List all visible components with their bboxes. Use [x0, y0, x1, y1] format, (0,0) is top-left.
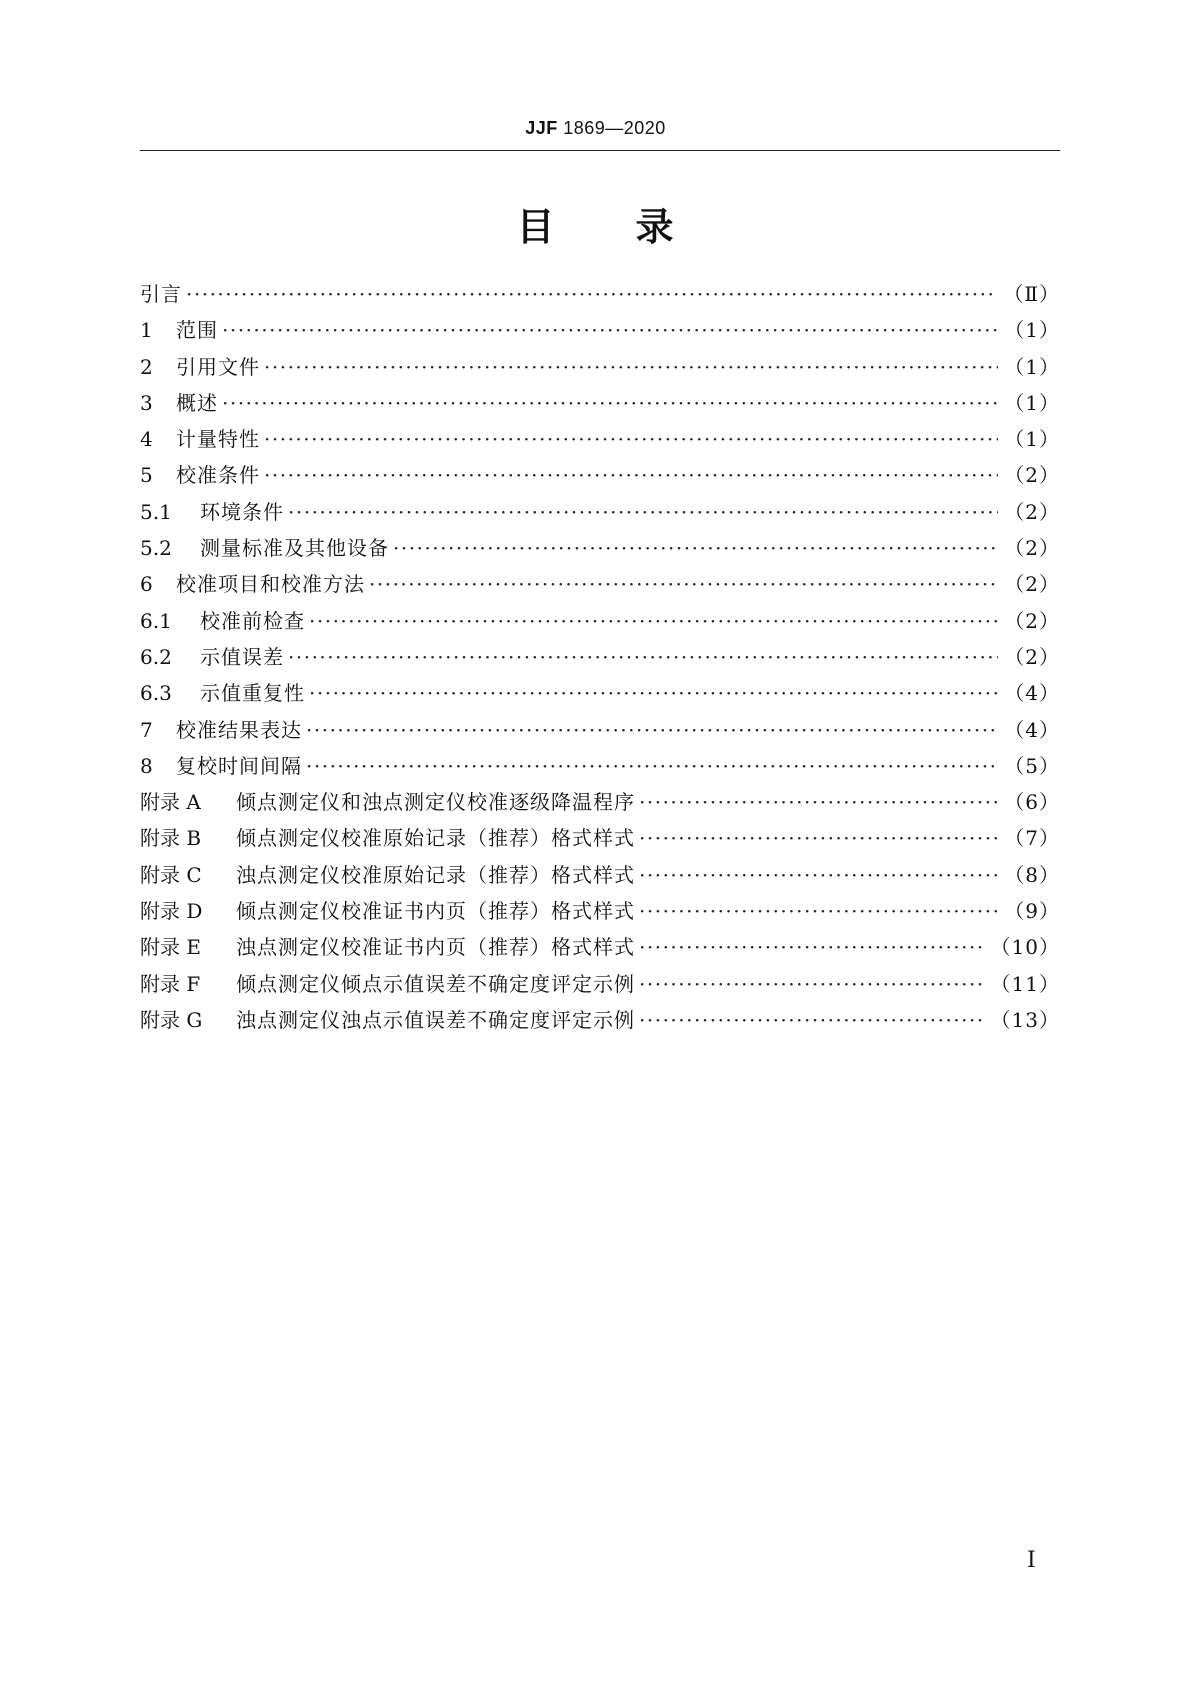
- toc-entry-number: 6.1: [140, 608, 172, 633]
- toc-entry[interactable]: [140, 385, 1060, 421]
- running-header: [0, 118, 1191, 139]
- toc-entry-page: （9）: [1004, 899, 1060, 924]
- toc-entry[interactable]: [140, 421, 1060, 457]
- toc-entry-page: （4）: [1004, 681, 1060, 706]
- toc-entry-number: 5.2: [140, 536, 172, 561]
- toc-entry[interactable]: [140, 929, 1060, 965]
- toc-entry[interactable]: [140, 712, 1060, 748]
- toc-entry-page: （1）: [1004, 354, 1060, 379]
- toc-entry-number: 6: [140, 572, 153, 597]
- toc-entry-number: 附录 C: [140, 862, 202, 887]
- toc-dot-leader: [222, 385, 998, 421]
- toc-entry[interactable]: [140, 312, 1060, 348]
- toc-entry-title: 引言: [140, 282, 182, 306]
- toc-entry-title: 倾点测定仪校准原始记录（推荐）格式样式: [236, 826, 635, 851]
- toc-entry-number: 附录 E: [140, 935, 201, 960]
- toc-entry-page: （1）: [1004, 427, 1060, 452]
- toc-entry-title: 测量标准及其他设备: [200, 536, 389, 561]
- toc-entry-number: 5.1: [140, 499, 172, 524]
- toc-entry-page: （2）: [1004, 608, 1060, 633]
- toc-entry-title: 引用文件: [176, 354, 260, 379]
- toc-entry-page: （1）: [1004, 390, 1060, 415]
- toc-entry-page: （1）: [1004, 318, 1060, 343]
- toc-entry[interactable]: [140, 603, 1060, 639]
- toc-entry[interactable]: [140, 349, 1060, 385]
- toc-entry-number: 附录 F: [140, 971, 201, 996]
- toc-entry-number: 5: [140, 463, 153, 488]
- page-number: Ⅰ: [1027, 1548, 1036, 1573]
- toc-entry-title: 范围: [176, 318, 218, 343]
- toc-entry[interactable]: [140, 457, 1060, 493]
- toc-dot-leader: [288, 639, 998, 675]
- toc-dot-leader: [639, 929, 985, 965]
- toc-entry-title: 校准结果表达: [176, 717, 302, 742]
- toc-entry-page: （7）: [1004, 826, 1060, 851]
- toc-entry-page: （2）: [1004, 499, 1060, 524]
- toc-entry-page: （4）: [1004, 717, 1060, 742]
- toc-entry-number: 1: [140, 318, 153, 343]
- toc-entry[interactable]: [140, 530, 1060, 566]
- toc-dot-leader: [264, 457, 998, 493]
- toc-entry-page: （11）: [990, 971, 1060, 996]
- toc-entry-title: 倾点测定仪倾点示值误差不确定度评定示例: [236, 971, 635, 996]
- toc-entry-title: 校准前检查: [200, 608, 305, 633]
- toc-dot-leader: [306, 712, 998, 748]
- toc-entry-page: （6）: [1004, 790, 1060, 815]
- toc-entry[interactable]: [140, 857, 1060, 893]
- toc-entry-number: 附录 D: [140, 899, 203, 924]
- toc-dot-leader: [309, 675, 998, 711]
- toc-entry[interactable]: [140, 748, 1060, 784]
- toc-dot-leader: [639, 857, 998, 893]
- toc-dot-leader: [264, 421, 998, 457]
- standard-code-prefix: JJF: [525, 118, 558, 138]
- toc-entry-title: 复校时间间隔: [176, 753, 302, 778]
- toc-entry-number: 2: [140, 354, 153, 379]
- toc-entry-title: 校准条件: [176, 463, 260, 488]
- toc-entry-number: 附录 B: [140, 826, 202, 851]
- toc-dot-leader: [186, 276, 997, 312]
- toc-entry-number: 附录 G: [140, 1007, 203, 1032]
- toc-dot-leader: [393, 530, 998, 566]
- toc-entry-page: （2）: [1004, 572, 1060, 597]
- toc-entry[interactable]: [140, 820, 1060, 856]
- toc-entry[interactable]: [140, 1002, 1060, 1038]
- page-title: [0, 196, 1191, 251]
- toc-entry[interactable]: [140, 675, 1060, 711]
- page-title-left: 目: [516, 205, 556, 249]
- toc-entry-number: 3: [140, 390, 153, 415]
- toc-dot-leader: [222, 312, 998, 348]
- toc-entry-page: （5）: [1004, 753, 1060, 778]
- toc-entry[interactable]: [140, 494, 1060, 530]
- toc-dot-leader: [288, 494, 998, 530]
- toc-entry-page: （2）: [1004, 644, 1060, 669]
- toc-entry-title: 概述: [176, 390, 218, 415]
- toc-entry-title: 浊点测定仪校准原始记录（推荐）格式样式: [236, 862, 635, 887]
- toc-entry-number: 附录 A: [140, 790, 201, 815]
- toc-entry-number: 4: [140, 427, 153, 452]
- toc-entry-title: 浊点测定仪浊点示值误差不确定度评定示例: [236, 1007, 635, 1032]
- toc-entry-page: （Ⅱ）: [1003, 282, 1060, 306]
- toc-entry-number: 8: [140, 753, 153, 778]
- toc-dot-leader: [369, 566, 998, 602]
- table-of-contents: [140, 276, 1060, 1038]
- toc-entry[interactable]: [140, 639, 1060, 675]
- toc-entry-page: （2）: [1004, 463, 1060, 488]
- toc-entry[interactable]: [140, 276, 1060, 312]
- toc-entry-number: 6.3: [140, 681, 172, 706]
- toc-entry-title: 倾点测定仪校准证书内页（推荐）格式样式: [236, 899, 635, 924]
- toc-dot-leader: [264, 349, 998, 385]
- toc-dot-leader: [309, 603, 998, 639]
- toc-entry-page: （8）: [1004, 862, 1060, 887]
- toc-entry-title: 计量特性: [176, 427, 260, 452]
- toc-dot-leader: [639, 784, 998, 820]
- toc-entry-title: 浊点测定仪校准证书内页（推荐）格式样式: [236, 935, 635, 960]
- toc-dot-leader: [639, 820, 998, 856]
- standard-code-number: 1869—2020: [557, 118, 666, 138]
- toc-entry-title: 示值重复性: [200, 681, 305, 706]
- toc-dot-leader: [306, 748, 998, 784]
- toc-entry-title: 校准项目和校准方法: [176, 572, 365, 597]
- toc-entry-page: （2）: [1004, 536, 1060, 561]
- toc-dot-leader: [639, 966, 985, 1002]
- toc-entry-number: 6.2: [140, 644, 172, 669]
- toc-entry[interactable]: [140, 893, 1060, 929]
- toc-entry[interactable]: [140, 784, 1060, 820]
- page-title-right: 录: [635, 205, 675, 249]
- toc-entry-title: 环境条件: [200, 499, 284, 524]
- toc-entry-title: 示值误差: [200, 644, 284, 669]
- toc-entry-page: （13）: [990, 1007, 1060, 1032]
- toc-entry-page: （10）: [990, 935, 1060, 960]
- toc-entry[interactable]: [140, 566, 1060, 602]
- toc-dot-leader: [639, 893, 998, 929]
- toc-entry-title: 倾点测定仪和浊点测定仪校准逐级降温程序: [236, 790, 635, 815]
- toc-entry[interactable]: [140, 966, 1060, 1002]
- toc-dot-leader: [639, 1002, 985, 1038]
- header-rule: [140, 150, 1060, 151]
- toc-entry-number: 7: [140, 717, 153, 742]
